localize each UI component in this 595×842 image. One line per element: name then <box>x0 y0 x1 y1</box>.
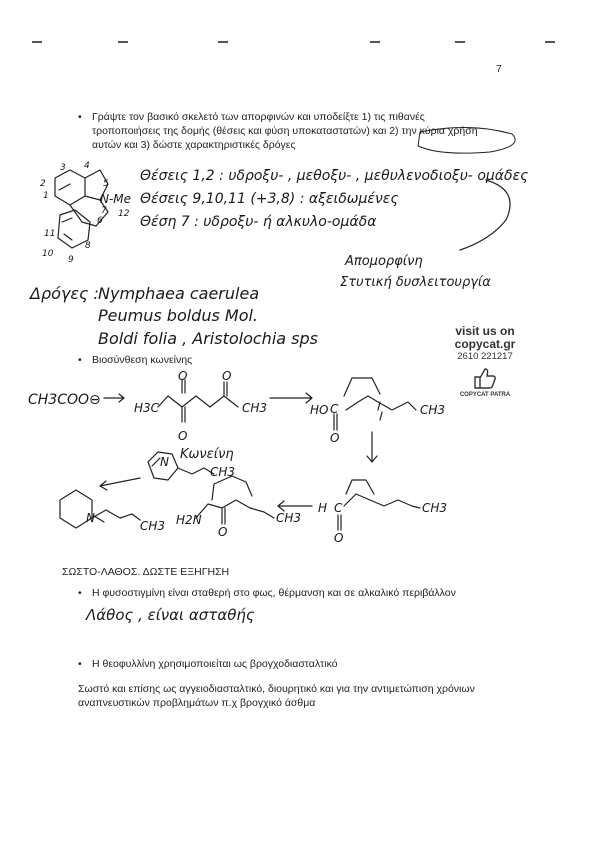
true-false-heading: ΣΩΣΤΟ-ΛΑΘΟΣ. ΔΩΣΤΕ ΕΞΗΓΗΣΗ <box>62 566 230 578</box>
aminoketone-carbonyl <box>222 508 225 524</box>
struct-label-8: 8 <box>85 241 91 251</box>
struct-label-12: 12 <box>118 209 130 219</box>
highlight-ellipse <box>418 127 515 153</box>
ketone-bonds-1 <box>182 380 185 422</box>
struct-label-2: 2 <box>40 179 46 189</box>
scheme-acetate: CH3COO⊖ <box>28 392 101 408</box>
triketone-chain <box>158 396 238 407</box>
scheme-ch3-e: CH3 <box>210 465 236 479</box>
scheme-o-2: O <box>178 369 188 383</box>
reaction-arrow-3 <box>367 432 377 462</box>
answer-use-2: Στυτική δυσλειτουργία <box>340 275 491 290</box>
acid-carbonyl <box>334 414 337 430</box>
ad-brand: COPYCAT PATRA <box>459 392 511 398</box>
scheme-n-1: N <box>160 455 169 469</box>
aminoketone-chain <box>196 500 274 518</box>
struct-label-6: 6 <box>97 216 103 226</box>
question-1-line2: τροποποιήσεις της δομής (θέσεις και φύση υποκαταστατών) και 2) την κύρια χρήση <box>92 125 478 137</box>
scheme-c-1: C <box>330 402 339 416</box>
question-2: • Βιοσύνθεση κωνείνης <box>92 353 192 367</box>
scheme-c-2: C <box>334 501 343 515</box>
acid-chain <box>346 396 416 410</box>
struct-nme: N-Me <box>100 192 132 206</box>
tf-answer-2-line1: Σωστό και επίσης ως αγγειοδιασταλτικό, διουρητικό και για την αντιμετώπιση χρόνιων <box>78 683 475 695</box>
scheme-o-3: O <box>222 369 232 383</box>
struct-label-10: 10 <box>42 249 54 259</box>
aldehyde-chain <box>344 494 420 508</box>
struct-label-5: 5 <box>103 179 109 189</box>
tf-question-2: • Η θεοφυλλίνη χρησιμοποιείται ως βρογχοδιασταλτικό <box>92 657 338 671</box>
aminoketone-top <box>212 476 252 500</box>
scheme-h2n: H2N <box>176 513 202 527</box>
scheme-o-6: O <box>218 525 228 539</box>
aporphine-ring-a <box>55 170 85 205</box>
coniine-tail <box>178 468 214 474</box>
coniine-inner-bond <box>152 458 160 466</box>
struct-label-1: 1 <box>43 191 49 201</box>
ad-phone: 2610 221217 <box>457 351 513 362</box>
answer-substituents-2: Θέσεις 9,10,11 (+3,8) : αξειδωμένες <box>140 191 399 207</box>
scheme-ch3-b: CH3 <box>420 403 446 417</box>
ketone-bonds-2 <box>224 382 227 396</box>
struct-label-9: 9 <box>68 255 74 265</box>
tf-question-1: • Η φυσοστιγμίνη είναι σταθερή στο φως, θέρμανση και σε αλκαλικό περιβάλλον <box>92 586 456 600</box>
scheme-coniine-label: Κωνείνη <box>180 447 234 462</box>
scheme-ch3-a: CH3 <box>242 401 268 415</box>
reaction-arrow-2 <box>270 393 312 403</box>
struct-label-4: 4 <box>84 161 90 171</box>
struct-label-3: 3 <box>60 163 66 173</box>
reaction-arrow-5 <box>100 478 140 490</box>
scheme-ch3-d: CH3 <box>276 511 302 525</box>
scheme-ch3-c: CH3 <box>422 501 448 515</box>
answer-bracket <box>460 180 510 250</box>
scheme-n-2: N <box>86 511 95 525</box>
question-1-line1: • Γράψτε τον βασικό σκελετό των απορφινών και υποδείξτε 1) τις πιθανές <box>92 111 425 123</box>
drugs-label: Δρόγες : <box>30 284 99 303</box>
drug-2: Peumus boldus Mol. <box>98 306 259 325</box>
reaction-arrow-1 <box>104 394 124 402</box>
piperideine-imine <box>94 516 104 522</box>
ad-line1: visit us on <box>455 324 515 338</box>
scheme-o-4: O <box>330 431 340 445</box>
aldehyde-carbonyl <box>338 515 341 530</box>
struct-label-11: 11 <box>44 229 56 239</box>
tf-answer-2 <box>78 682 548 710</box>
page-number: 7 <box>496 63 502 75</box>
answer-substituents-1: Θέσεις 1,2 : υδροξυ- , μεθοξυ- , μεθυλενοδιοξυ- ομάδες <box>140 168 529 184</box>
scheme-o-5: O <box>334 531 344 545</box>
answer-use-1: Απομορφίνη <box>345 254 423 269</box>
aldehyde-top <box>346 480 374 494</box>
scheme-ch3-f: CH3 <box>140 519 166 533</box>
scheme-ho: HO <box>310 403 329 417</box>
scheme-h3c: H3C <box>134 401 160 415</box>
ad-line2: copycat.gr <box>454 337 516 351</box>
tf-answer-1: Λάθος , είναι ασταθής <box>86 606 255 624</box>
answer-substituents-3: Θέση 7 : υδροξυ- ή αλκυλο-ομάδα <box>140 214 377 230</box>
scheme-h: H <box>318 501 328 515</box>
question-1-line3: αυτών και 3) δώστε χαρακτηριστικές δρόγες <box>92 139 296 151</box>
drug-3: Boldi folia , Aristolochia sps <box>98 329 318 348</box>
drug-1: Nymphaea caerulea <box>98 284 260 303</box>
reaction-arrow-4 <box>278 501 312 511</box>
scheme-o-1: O <box>178 429 188 443</box>
tf-answer-2-line2: αναπνευστικών προβλημάτων π.χ βρογχικό άσθμα <box>78 697 316 709</box>
struct-label-7: 7 <box>101 206 107 216</box>
